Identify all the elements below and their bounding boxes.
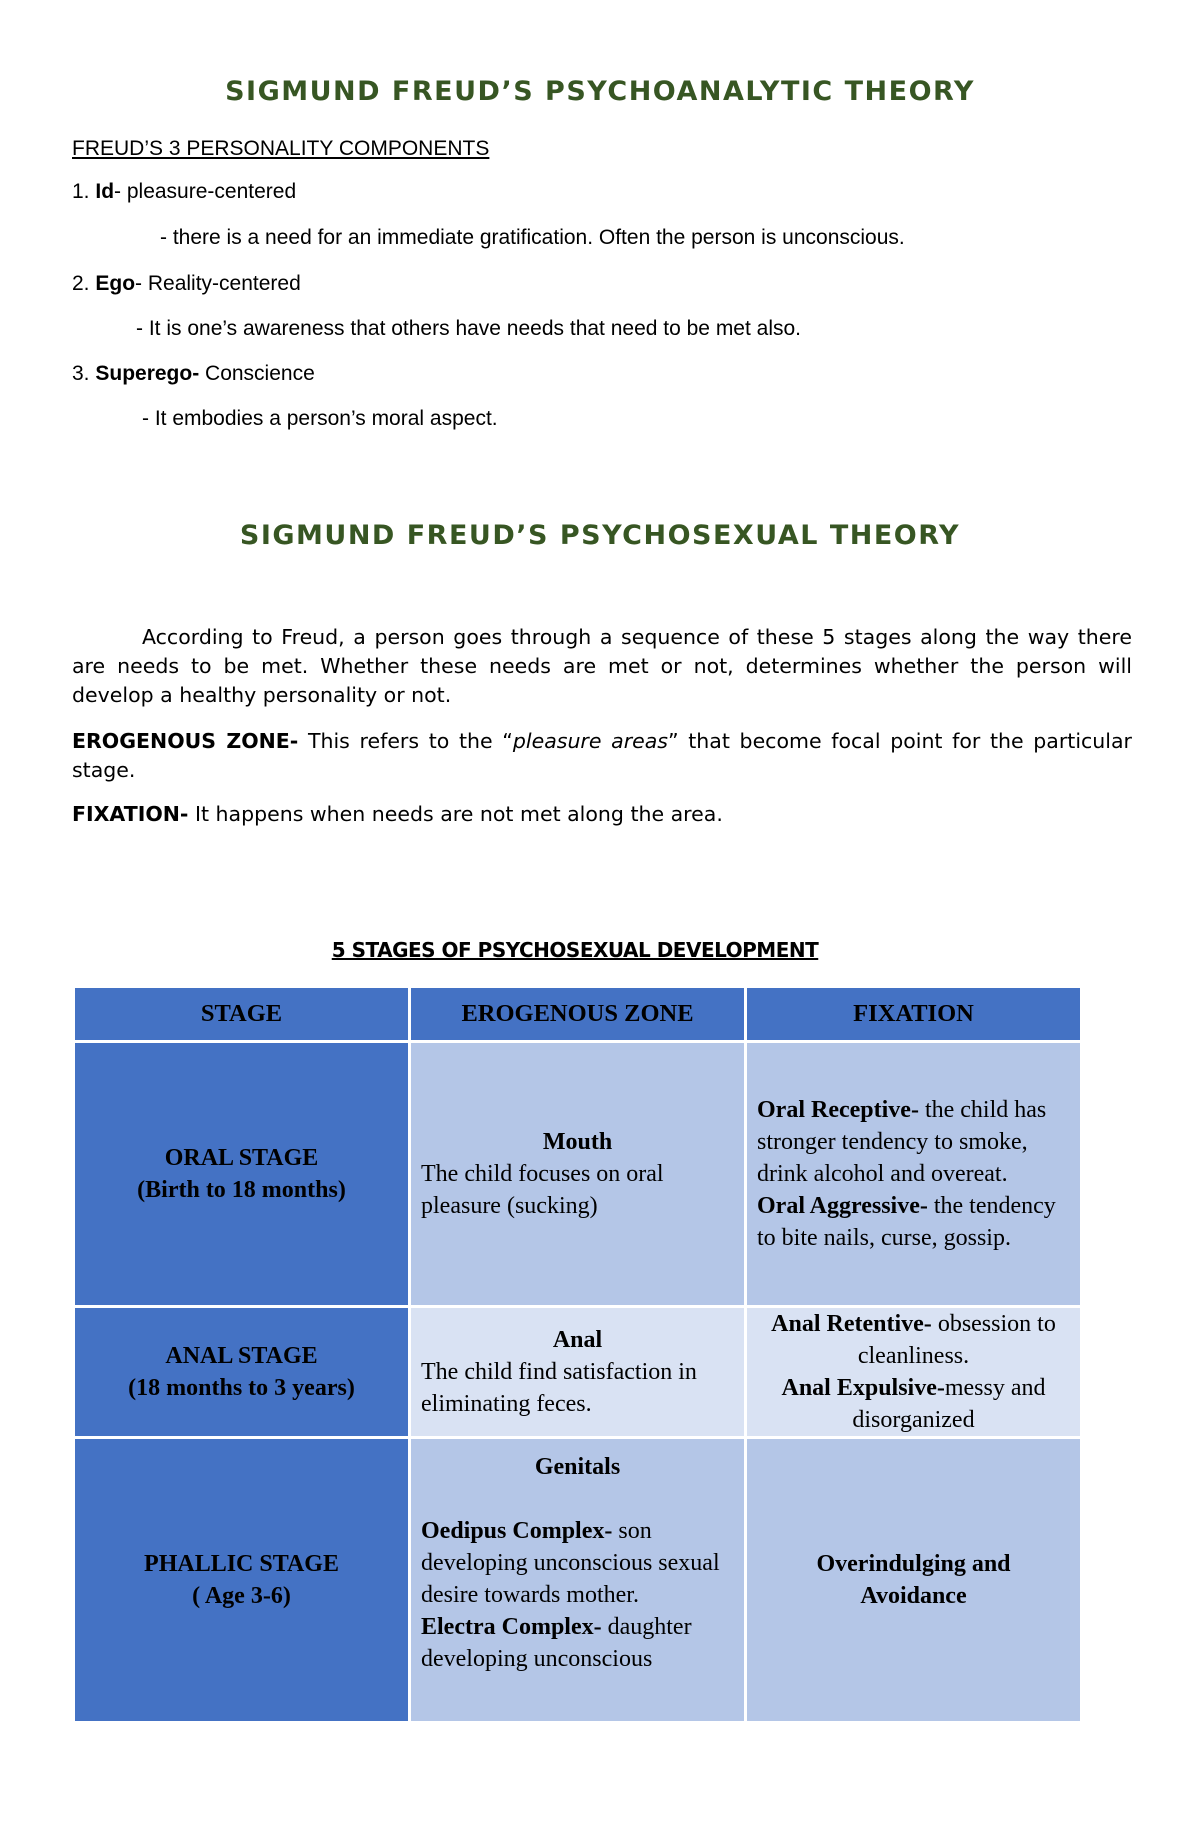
complex-desc: daughter developing unconscious xyxy=(421,1614,692,1672)
stage-cell xyxy=(74,1438,410,1723)
item-definition: - Reality-centered xyxy=(135,272,301,295)
components-subtitle: FREUD’S 3 PERSONALITY COMPONENTS xyxy=(72,137,490,160)
stage-cell xyxy=(74,1307,410,1438)
fixation-def: It happens when needs are not met along the area. xyxy=(188,802,723,826)
header-erogenous-zone: EROGENOUS ZONE xyxy=(410,987,746,1042)
zone-description: The child focuses on oral pleasure (sucking) xyxy=(421,1161,664,1219)
zone-name: Genitals xyxy=(534,1454,621,1480)
table-row xyxy=(74,1042,1082,1307)
fixation-desc: the child has stronger tendency to smoke, drink alcohol and overeat. xyxy=(757,1097,1047,1187)
complex-term: Electra Complex- xyxy=(421,1614,602,1640)
erogenous-def-italic: pleasure areas xyxy=(512,729,668,753)
fixation-item xyxy=(757,1190,1070,1254)
erogenous-zone-definition xyxy=(72,727,1132,785)
item-id xyxy=(72,180,296,204)
fixation-cell: Overindulging and Avoidance xyxy=(746,1438,1082,1723)
item-number: 2. xyxy=(72,272,90,295)
intro-paragraph: According to Freud, a person goes through a sequence of these 5 stages along the way there are needs to be met. Whether these needs are met or not, determines whether the person will develop a healthy personality or not. xyxy=(72,625,1132,707)
fixation-term: Oral Aggressive- xyxy=(757,1193,928,1219)
table-row xyxy=(74,1438,1082,1723)
zone-description: The child find satisfaction in eliminating feces. xyxy=(421,1359,697,1417)
zone-item xyxy=(421,1515,734,1611)
fixation-item xyxy=(757,1094,1070,1190)
fixation-desc: obsession to cleanliness. xyxy=(857,1311,1056,1369)
fixation-item xyxy=(757,1308,1070,1372)
fixation-desc: the tendency to bite nails, curse, gossip. xyxy=(757,1193,1056,1251)
stage-name: PHALLIC STAGE xyxy=(144,1551,339,1577)
erogenous-def-part: ” that become focal point for the particular stage. xyxy=(72,729,1132,782)
zone-cell xyxy=(410,1042,746,1307)
zone-cell xyxy=(410,1307,746,1438)
item-superego-detail: - It embodies a person’s moral aspect. xyxy=(142,407,498,430)
item-superego xyxy=(72,362,315,386)
item-term: Id xyxy=(95,180,115,203)
item-ego-detail: - It is one’s awareness that others have needs that need to be met also. xyxy=(136,317,802,340)
complex-desc: son developing unconscious sexual desire towards mother. xyxy=(421,1518,720,1608)
table-row xyxy=(74,1307,1082,1438)
zone-name: Mouth xyxy=(542,1129,613,1155)
fixation-cell xyxy=(746,1307,1082,1438)
fixation-cell xyxy=(746,1042,1082,1307)
table-caption: 5 STAGES OF PSYCHOSEXUAL DEVELOPMENT xyxy=(331,938,819,962)
item-term: Superego- xyxy=(95,362,200,385)
item-id-detail: - there is a need for an immediate gratification. Often the person is unconscious. xyxy=(160,226,905,249)
fixation-term: Oral Receptive- xyxy=(757,1097,919,1123)
complex-term: Oedipus Complex- xyxy=(421,1518,613,1544)
table-header-row xyxy=(74,987,1082,1042)
stage-name: ANAL STAGE xyxy=(165,1343,318,1369)
fixation-term: Anal Retentive- xyxy=(771,1311,932,1337)
item-number: 1. xyxy=(72,180,90,203)
item-definition: - pleasure-centered xyxy=(114,180,297,203)
erogenous-zone-term: EROGENOUS ZONE- xyxy=(72,729,299,753)
zone-name: Anal xyxy=(552,1327,603,1353)
stages-table xyxy=(72,985,1083,1724)
psychoanalytic-title: SIGMUND FREUD’S PSYCHOANALYTIC THEORY xyxy=(225,76,975,107)
item-ego xyxy=(72,272,301,296)
fixation-desc: messy and disorganized xyxy=(852,1375,1046,1433)
fixation-item xyxy=(757,1372,1070,1436)
stage-age: (18 months to 3 years) xyxy=(128,1375,355,1401)
fixation-definition xyxy=(72,800,1132,829)
stage-cell xyxy=(74,1042,410,1307)
zone-item xyxy=(421,1611,734,1675)
erogenous-def-part: This refers to the “ xyxy=(298,729,513,753)
zone-cell xyxy=(410,1438,746,1723)
stage-name: ORAL STAGE xyxy=(164,1145,319,1171)
fixation-term: FIXATION- xyxy=(72,802,189,826)
header-fixation: FIXATION xyxy=(746,987,1082,1042)
stage-age: (Birth to 18 months) xyxy=(137,1177,346,1203)
stage-age: ( Age 3-6) xyxy=(192,1583,291,1609)
item-number: 3. xyxy=(72,362,90,385)
header-stage: STAGE xyxy=(74,987,410,1042)
item-definition: Conscience xyxy=(199,362,315,385)
item-term: Ego xyxy=(95,272,136,295)
fixation-term: Anal Expulsive- xyxy=(781,1375,945,1401)
psychosexual-title: SIGMUND FREUD’S PSYCHOSEXUAL THEORY xyxy=(239,520,961,551)
